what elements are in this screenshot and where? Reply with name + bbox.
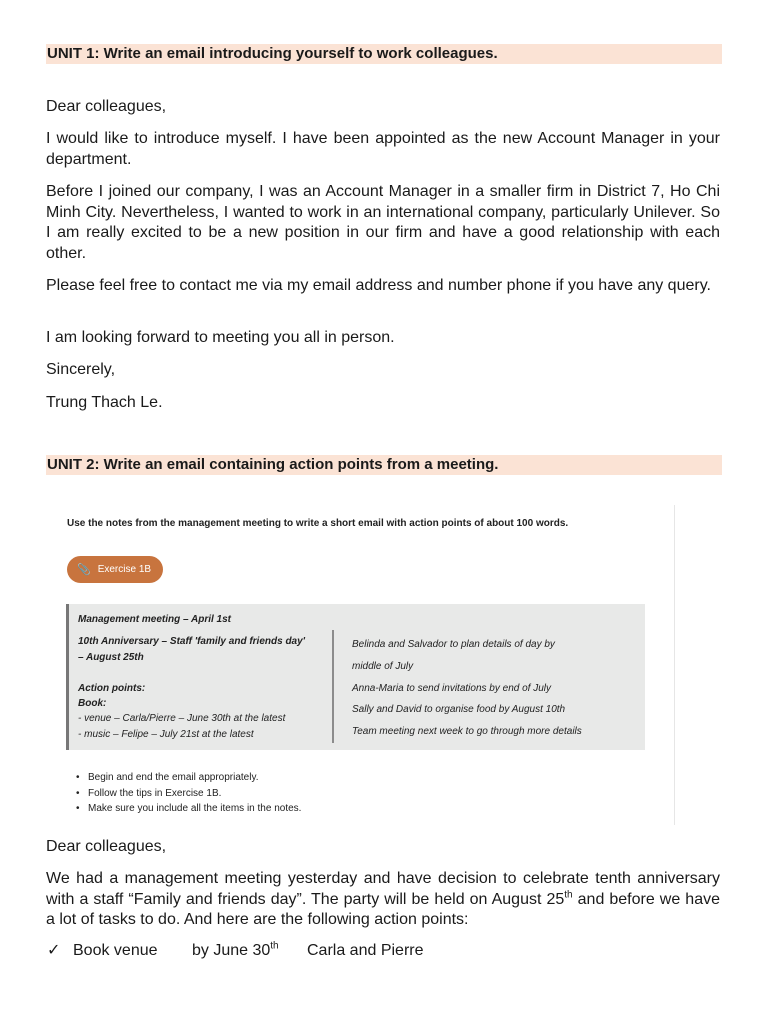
notes-right-item: middle of July bbox=[352, 661, 414, 672]
notes-right-item: Belinda and Salvador to plan details of day by bbox=[352, 639, 555, 650]
unit1-heading: UNIT 1: Write an email introducing yourself to work colleagues. bbox=[46, 44, 722, 64]
exercise-badge-label: Exercise 1B bbox=[97, 564, 152, 575]
exercise-tips-list bbox=[76, 770, 301, 817]
meeting-notes-box bbox=[66, 604, 645, 750]
notes-event-line-2: – August 25th bbox=[78, 652, 144, 663]
notes-book-item: - music – Felipe – July 21st at the latest bbox=[78, 729, 254, 740]
list-item: • Follow the tips in Exercise 1B. bbox=[76, 786, 301, 802]
notes-right-item: Sally and David to organise food by August 10th bbox=[352, 704, 566, 715]
unit2-body-superscript: th bbox=[564, 889, 573, 901]
action-point-task: Book venue bbox=[73, 942, 158, 959]
notes-title: Management meeting – April 1st bbox=[78, 614, 231, 625]
notes-book-heading: Book: bbox=[78, 698, 107, 709]
list-item: • Begin and end the email appropriately. bbox=[76, 770, 301, 786]
action-point-deadline-text: by June 30 bbox=[192, 942, 271, 959]
action-point-owner: Carla and Pierre bbox=[307, 942, 424, 959]
unit2-body bbox=[46, 869, 720, 931]
notes-right-item: Anna-Maria to send invitations by end of July bbox=[352, 683, 551, 694]
unit1-paragraph-3: Please feel free to contact me via my email address and number phone if you have any query. bbox=[46, 277, 711, 294]
paperclip-icon: 📎 bbox=[77, 564, 91, 576]
exercise-instruction: Use the notes from the management meeting to write a short email with action points of about 100 words. bbox=[67, 518, 569, 529]
exercise-badge bbox=[67, 556, 163, 583]
unit2-heading: UNIT 2: Write an email containing action points from a meeting. bbox=[46, 455, 722, 475]
notes-event-line-1: 10th Anniversary – Staff 'family and friends day' bbox=[78, 636, 306, 647]
notes-action-heading: Action points: bbox=[78, 683, 146, 694]
action-point-deadline bbox=[192, 941, 279, 961]
unit1-closing: Sincerely, bbox=[46, 361, 116, 378]
unit1-greeting: Dear colleagues, bbox=[46, 98, 167, 115]
action-point-row bbox=[46, 941, 646, 961]
unit2-greeting: Dear colleagues, bbox=[46, 838, 167, 855]
notes-right-item: Team meeting next week to go through more details bbox=[352, 726, 582, 737]
unit1-paragraph-1: I would like to introduce myself. I have been appointed as the new Account Manager in your department. bbox=[46, 130, 720, 168]
list-item: • Make sure you include all the items in the notes. bbox=[76, 801, 301, 817]
exercise-image bbox=[56, 505, 675, 825]
unit1-paragraph-4: I am looking forward to meeting you all in person. bbox=[46, 329, 395, 346]
notes-book-item: - venue – Carla/Pierre – June 30th at the latest bbox=[78, 713, 286, 724]
unit1-paragraph-2: Before I joined our company, I was an Account Manager in a smaller firm in District 7, Ho Chi Minh City. Nevertheless, I wanted to work in an international company, particularly Unilever. So I am really excited to be a new position in our firm and have a good relationship with each other. bbox=[46, 183, 720, 262]
unit2-body-text-2: and before we have a lot of tasks to do. And here are the following action points: bbox=[46, 890, 720, 928]
notes-divider bbox=[332, 630, 334, 743]
unit1-signature: Trung Thach Le. bbox=[46, 394, 163, 411]
action-point-deadline-superscript: th bbox=[270, 940, 279, 952]
checkmark-icon: ✓ bbox=[47, 942, 61, 959]
unit2-body-text-1: We had a management meeting yesterday and have decision to celebrate tenth anniversary with a staff “Family and friends day”. The party will be held on August 25 bbox=[46, 870, 720, 908]
